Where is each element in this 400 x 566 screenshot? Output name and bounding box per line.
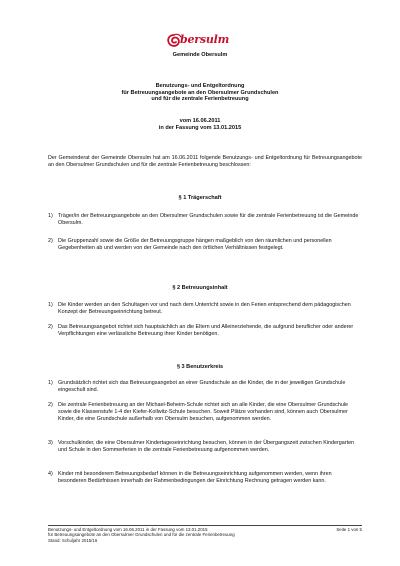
- footer-info: [48, 527, 298, 543]
- section-heading-1: § 1 Trägerschaft: [178, 195, 222, 201]
- item-text: Die Gruppenzahl sowie die Größe der Betreuungsgruppe hängen maßgeblich von den räumlichen und personellen Gegebenheiten ab und werden von der Gemeinde nach den örtlichen Verhältnissen festgelegt.: [58, 238, 332, 251]
- title-line: für Betreuungsangebote an den Obersulmer Grundschulen: [121, 89, 279, 96]
- item-text: Die Kinder werden an den Schultagen vor und nach dem Unterricht sowie in den Ferien entsprechend dem pädagogischen Konzept der Betreuungseinrichtung betreut.: [58, 302, 351, 315]
- document-title: [0, 83, 400, 103]
- organization-name: Gemeinde Obersulm: [172, 52, 228, 58]
- section-heading-3: § 3 Benutzerkreis: [176, 364, 224, 370]
- item-number: 2): [48, 238, 53, 244]
- logo-wordmark: bersulm: [180, 33, 230, 46]
- intro-paragraph: Der Gemeinderat der Gemeinde Obersulm hat am 16.06.2011 folgende Benutzungs- und Entgeltordnung für Betreuungsangebote an den Obersulmer Grundschulen und für die zentrale Ferienbetreuung beschlossen:: [48, 155, 362, 168]
- item-text: Träger/in der Betreuungsangebote an den Obersulmer Grundschulen sowie für die zentrale Ferienbetreuung ist die Gemeinde Obersulm.: [58, 213, 359, 226]
- document-dates: [0, 118, 400, 131]
- item-number: 2): [48, 402, 53, 408]
- obersulm-logo: [166, 33, 230, 49]
- item-text: Kinder mit besonderem Betreuungsbedarf können in die Betreuungseinrichtung aufgenommen werden, wenn ihren besonderen Bedürfnissen innerhalb der Rahmenbedingungen der Einrichtung Rechnung getragen werden kann.: [58, 471, 332, 484]
- item-text: Vorschulkinder, die eine Obersulmer Kindertageseinrichtung besuchen, können in der Übergangszeit zwischen Kindergarten und Schule in den Sommerferien in die zentrale Ferienbetreuung aufgenommen werden.: [58, 440, 355, 453]
- footer-line: für Betreuungsangebote an den Obersulmer Grundschulen und für die zentrale Ferienbetreuung: [48, 532, 235, 538]
- item-number: 3): [48, 440, 53, 446]
- item-number: 1): [48, 213, 53, 219]
- footer-line: Benutzungs- und Entgeltordnung vom 16.06.2011 in der Fassung vom 13.01.2015: [48, 527, 208, 532]
- item-number: 2): [48, 324, 53, 330]
- title-line: und für die zentrale Ferienbetreuung: [151, 96, 249, 103]
- section-heading-2: § 2 Betreuungsinhalt: [172, 285, 228, 291]
- item-text: Grundsätzlich richtet sich das Betreuungsangebot an einer Grundschule an die Kinder, die in der jeweiligen Grundschule eingeschult sind.: [58, 380, 346, 393]
- item-number: 1): [48, 380, 53, 386]
- date-line: vom 16.06.2011: [179, 118, 221, 124]
- footer-line: Stand: Schuljahr 2015/16: [48, 537, 98, 543]
- item-number: 1): [48, 302, 53, 308]
- date-line: in der Fassung vom 13.01.2015: [158, 124, 242, 131]
- footer-divider: [48, 525, 362, 526]
- item-text: Die zentrale Ferienbetreuung an der Michael-Beheim-Schule richtet sich an alle Kinder, die eine Obersulmer Grundschule sowie die Klassenstufe 1-4 der Kiefer-Kollwitz-Schule besuchen. Soweit Plätze vorhanden sind, können auch Obersulmer Kinder, die eine Grundschule außerhalb von Obersulm besuchen, aufgenommen werden.: [58, 402, 349, 422]
- item-text: Das Betreuungsangebot richtet sich hauptsächlich an die Eltern und Alleinerziehende, die aufgrund beruflicher oder anderer Verpflichtungen eine verlässliche Betreuung ihrer Kinder benötigen.: [58, 324, 354, 337]
- item-number: 4): [48, 471, 53, 477]
- title-line: Benutzungs- und Entgeltordnung: [155, 83, 245, 89]
- page-number: Seite 1 von 5: [336, 527, 362, 532]
